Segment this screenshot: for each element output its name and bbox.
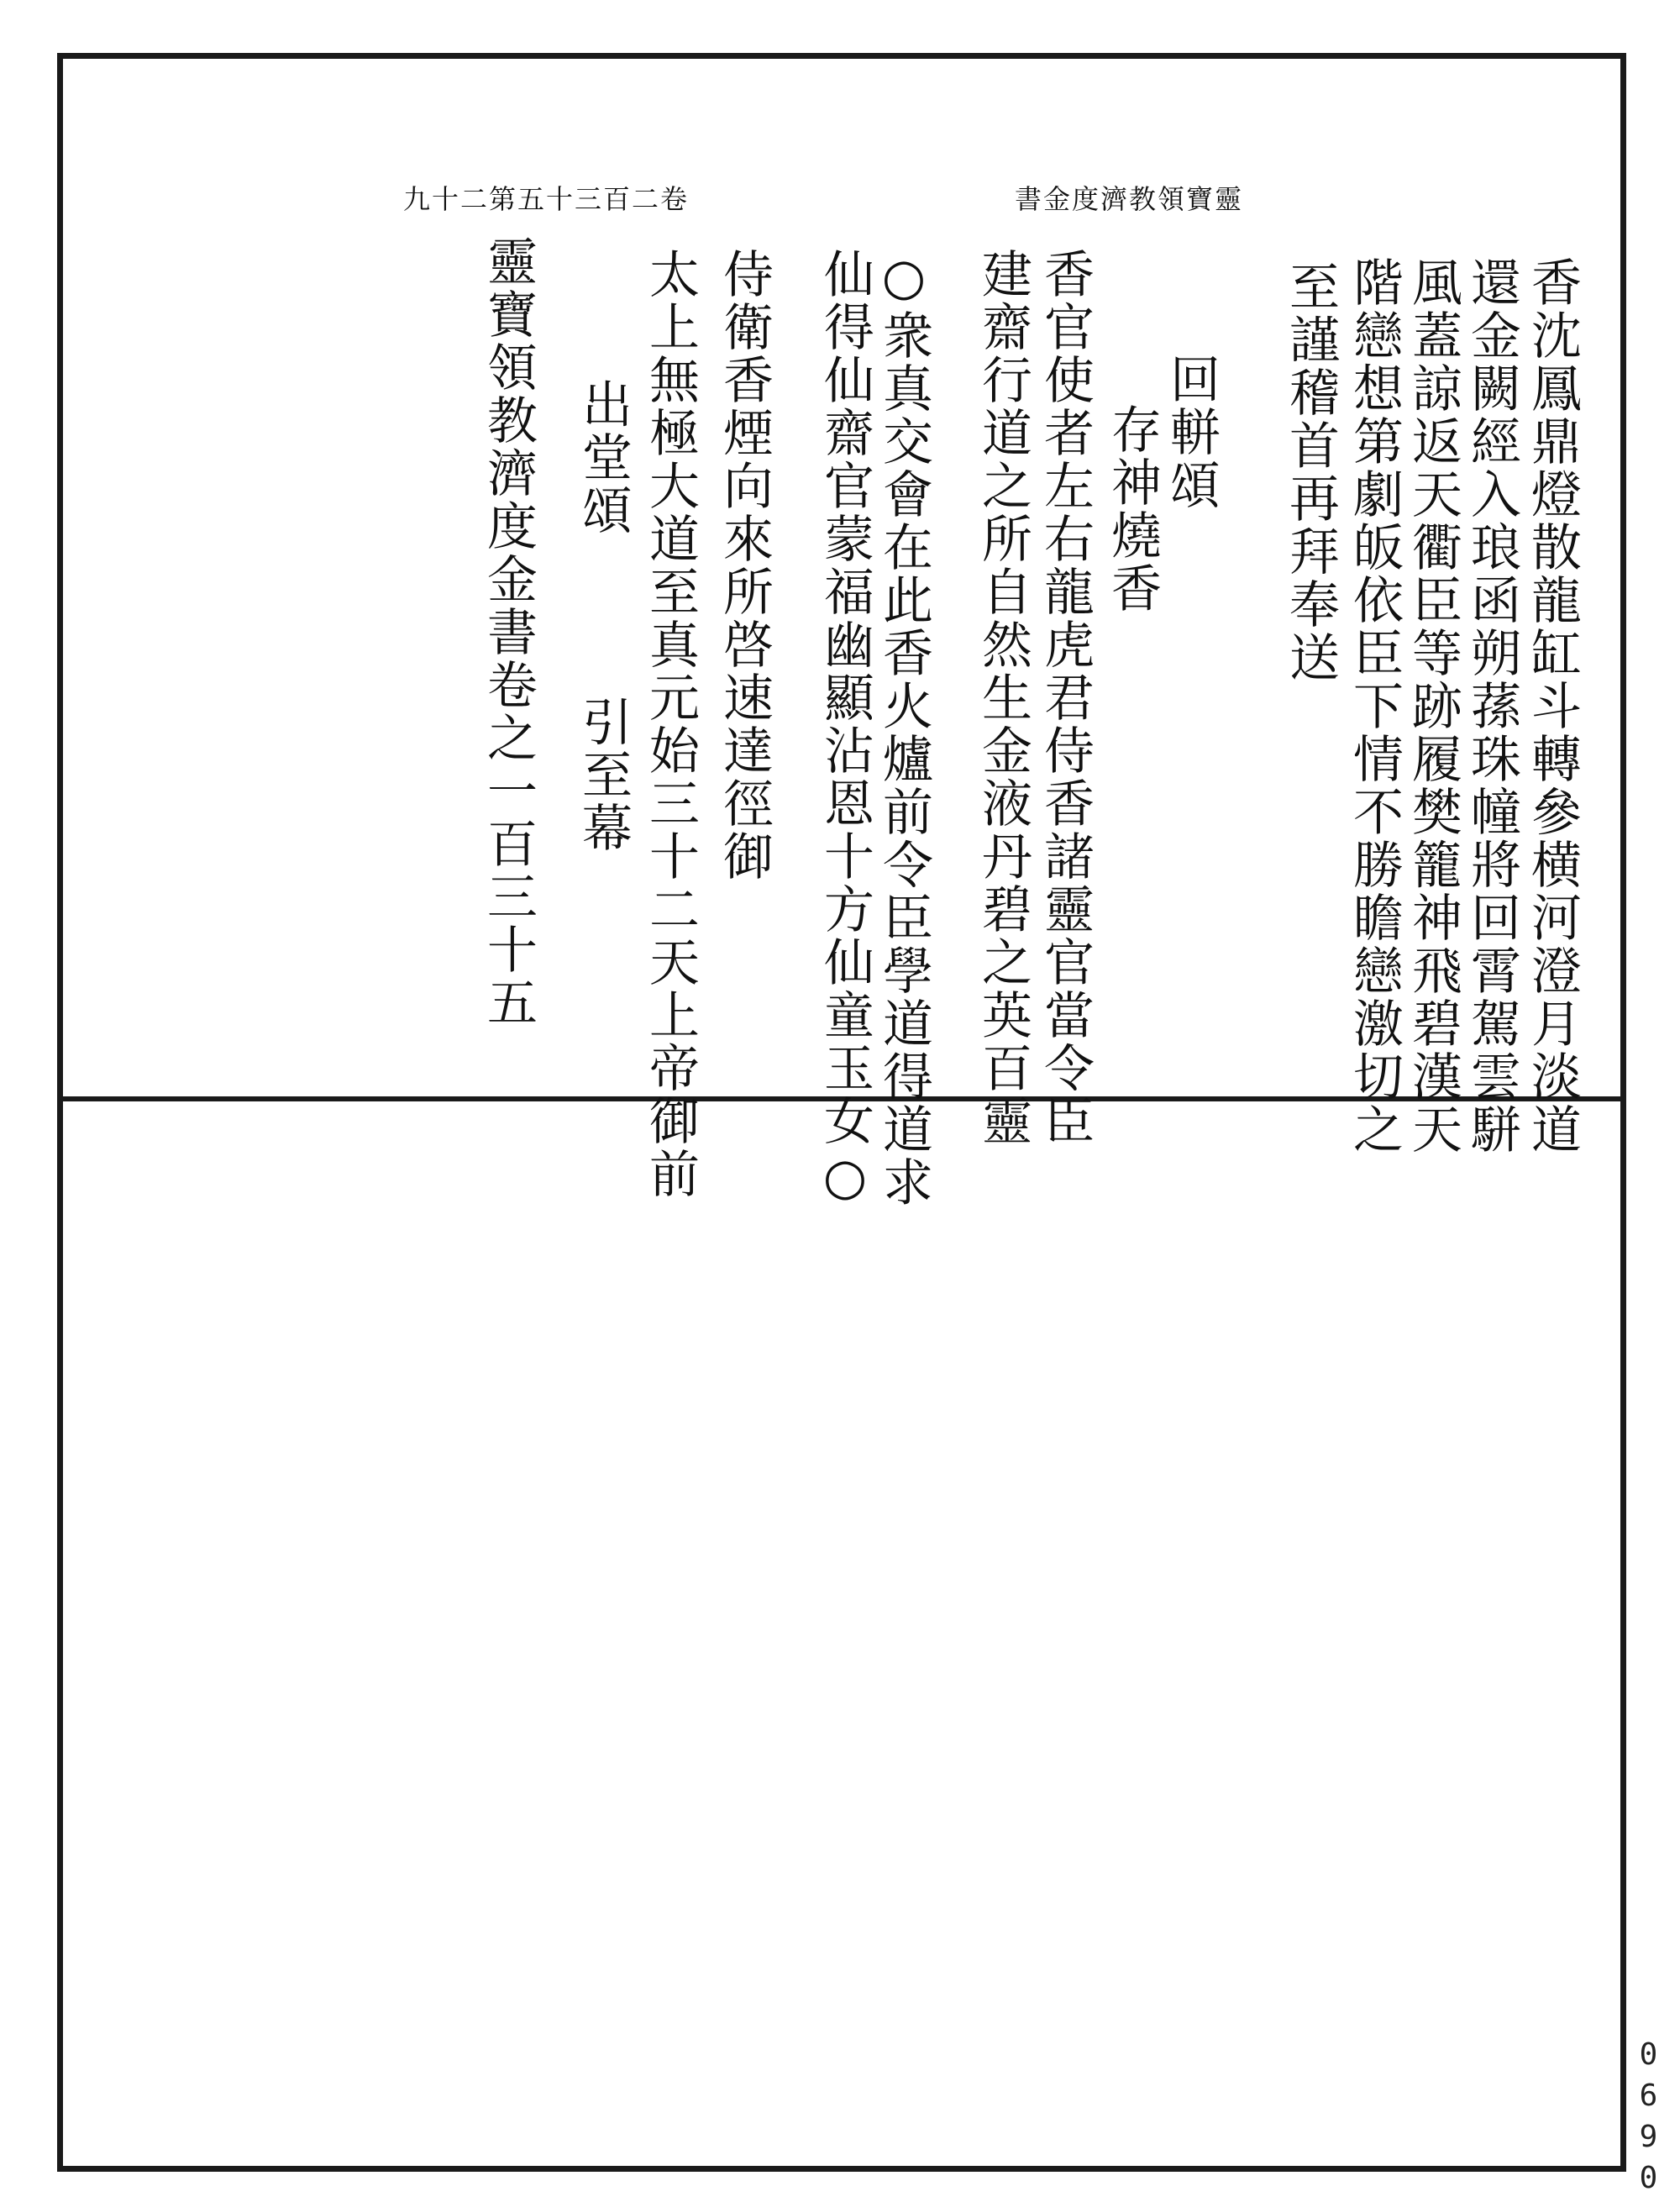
text-column-12: 侍衛香煙向來所啓速達徑御 <box>715 248 774 883</box>
text-column-10: ○衆真交會在此香火爐前令臣學道得道求 <box>874 248 933 1209</box>
running-header <box>403 176 1243 218</box>
text-column-3: 風蓋諒返天衢臣等跡履樊籠神飛碧漢天 <box>1404 256 1462 1156</box>
page-number: 0690 <box>1631 2037 1666 2202</box>
text-column-5: 至謹稽首再拜奉送 <box>1281 260 1340 684</box>
volume-colophon: 靈寶領教濟度金書卷之一百三十五 <box>479 235 538 1029</box>
text-column-2: 還金闕經入琅函朔蓀珠幢將回霄駕雲駢 <box>1462 256 1521 1156</box>
text-column-8: 香官使者左右龍虎君侍香諸靈官當令臣 <box>1036 248 1095 1148</box>
text-column-9: 建齋行道之所自然生金液丹碧之英百靈 <box>974 248 1032 1148</box>
header-volume: 九十二第五十三百二卷 <box>403 183 690 215</box>
text-column-11: 仙得仙齋官蒙福幽顯沾恩十方仙童玉女○ <box>816 248 874 1209</box>
text-column-4: 階戀想第劇皈依臣下情不勝瞻戀激切之 <box>1345 256 1404 1156</box>
text-column-13: 太上無極大道至真元始三十二天上帝御前 <box>641 248 700 1201</box>
heading-cun-shen-shao-xiang: 存神燒香 <box>1103 403 1162 615</box>
heading-hui-ping-song: 回軿頌 <box>1162 353 1221 512</box>
heading-chu-tang-song: 出堂頌 引至幕 <box>574 378 633 854</box>
text-column-1: 香沈鳳鼎燈散龍缸斗轉參横河澄月淡道 <box>1523 256 1582 1156</box>
header-book-title: 書金度濟教領寶靈 <box>1014 183 1243 215</box>
